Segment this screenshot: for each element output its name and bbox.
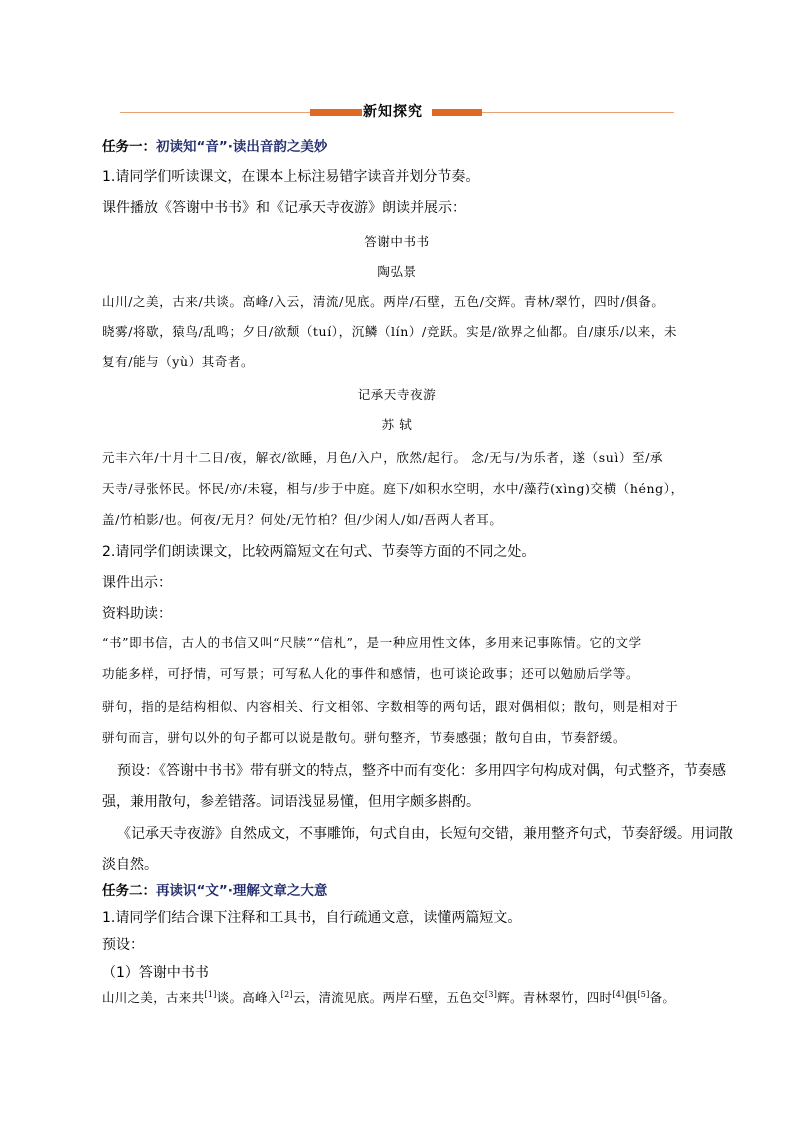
- task1-heading: [102, 135, 327, 155]
- text2-line: 天寺/寻张怀民。怀民/亦/未寝，相与/步于中庭。庭下/如积水空明，水中/藻荇(xìng)交横（héng），: [102, 481, 684, 496]
- text1-title: 答谢中书书: [364, 234, 430, 249]
- task1-label: 任务一：: [102, 139, 156, 155]
- task2-preset-label: 预设：: [102, 937, 144, 953]
- header-rule-right: [482, 112, 674, 113]
- task2-title: 再读识“文”·理解文章之大意: [156, 883, 328, 899]
- footnote-1[interactable]: [1]: [204, 989, 217, 999]
- header-rule-left: [120, 112, 310, 113]
- preset-paragraph-line: 预设：《答谢中书书》带有骈文的特点，整齐中而有变化：多用四字句构成对偶，句式整齐，节奏感: [117, 763, 726, 779]
- text1-author: 陶弘景: [377, 264, 417, 279]
- task1-question-2: 2.请同学们朗读课文，比较两篇短文在句式、节奏等方面的不同之处。: [102, 544, 536, 560]
- text2-title: 记承天寺夜游: [357, 387, 437, 402]
- footnote-2[interactable]: [2]: [280, 989, 293, 999]
- header-accent-right: [432, 109, 482, 116]
- task2-subheading-1: （1）答谢中书书: [102, 965, 209, 981]
- text1-line: 复有/能与（yù）其奇者。: [102, 354, 255, 369]
- material-paragraph-line: 功能多样，可抒情，可写景；可写私人化的事件和感情，也可谈论政事；还可以勉励后学等。: [102, 666, 640, 681]
- text2-author: 苏 轼: [381, 417, 413, 432]
- footnote-5[interactable]: [5]: [637, 989, 650, 999]
- task1-question-1: 1.请同学们听读课文，在课本上标注易错字读音并划分节奏。: [102, 169, 480, 185]
- text1-line: 晓雾/将歇，猿鸟/乱鸣；夕日/欲颓（tuí），沉鳞（lín）/竞跃。实是/欲界之仙都。自/康乐/以来，未: [102, 324, 678, 339]
- preset-paragraph-line: 强，兼用散句，参差错落。词语浅显易懂，但用字颇多斟酌。: [102, 794, 480, 810]
- section-title: 新知探究: [363, 104, 423, 120]
- task2-heading: [102, 879, 327, 899]
- text1-line: 山川/之美，古来/共谈。高峰/入云，清流/见底。两岸/石壁，五色/交辉。青林/翠竹，四时/俱备。: [102, 294, 665, 309]
- header-accent-left: [310, 109, 362, 116]
- material-paragraph-line: “书”即书信，古人的书信又叫“尺牍”“信札”，是一种应用性文体，多用来记事陈情。它的文学: [102, 635, 642, 650]
- task2-label: 任务二：: [102, 883, 156, 899]
- task1-intro: 课件播放《答谢中书书》和《记承天寺夜游》朗读并展示：: [102, 200, 466, 216]
- text2-line: 盖/竹柏影/也。何夜/无月？何处/无竹柏？但/少闲人/如/吾两人者耳。: [102, 512, 503, 527]
- task1-title: 初读知“音”·读出音韵之美妙: [156, 139, 328, 155]
- footnote-4[interactable]: [4]: [612, 989, 625, 999]
- preset-paragraph-line: 《记承天寺夜游》自然成文，不事雕饰，句式自由，长短句交错，兼用整齐句式，节奏舒缓。用词散: [117, 826, 733, 842]
- material-label: 资料助读：: [102, 606, 172, 622]
- preset-paragraph-line: 淡自然。: [102, 857, 158, 873]
- annotated-text-line: 山川之美，古来共[1]谈。高峰入[2]云，清流见底。两岸石壁，五色交[3]辉。青林翠竹，四时[4]俱[5]备。: [102, 989, 676, 1005]
- material-paragraph-line: 骈句，指的是结构相似、内容相关、行文相邻、字数相等的两句话，跟对偶相似；散句，则是相对于: [102, 699, 679, 714]
- material-paragraph-line: 骈句而言，骈句以外的句子都可以说是散句。骈句整齐，节奏感强；散句自由，节奏舒缓。: [102, 730, 627, 745]
- text2-line: 元丰六年/十月十二日/夜，解衣/欲睡，月色/入户，欣然/起行。 念/无与/为乐者，遂（suì）至/承: [102, 450, 664, 465]
- task2-question-1: 1.请同学们结合课下注释和工具书，自行疏通文意，读懂两篇短文。: [102, 910, 522, 926]
- footnote-3[interactable]: [3]: [484, 989, 498, 999]
- courseware-label: 课件出示：: [102, 575, 172, 591]
